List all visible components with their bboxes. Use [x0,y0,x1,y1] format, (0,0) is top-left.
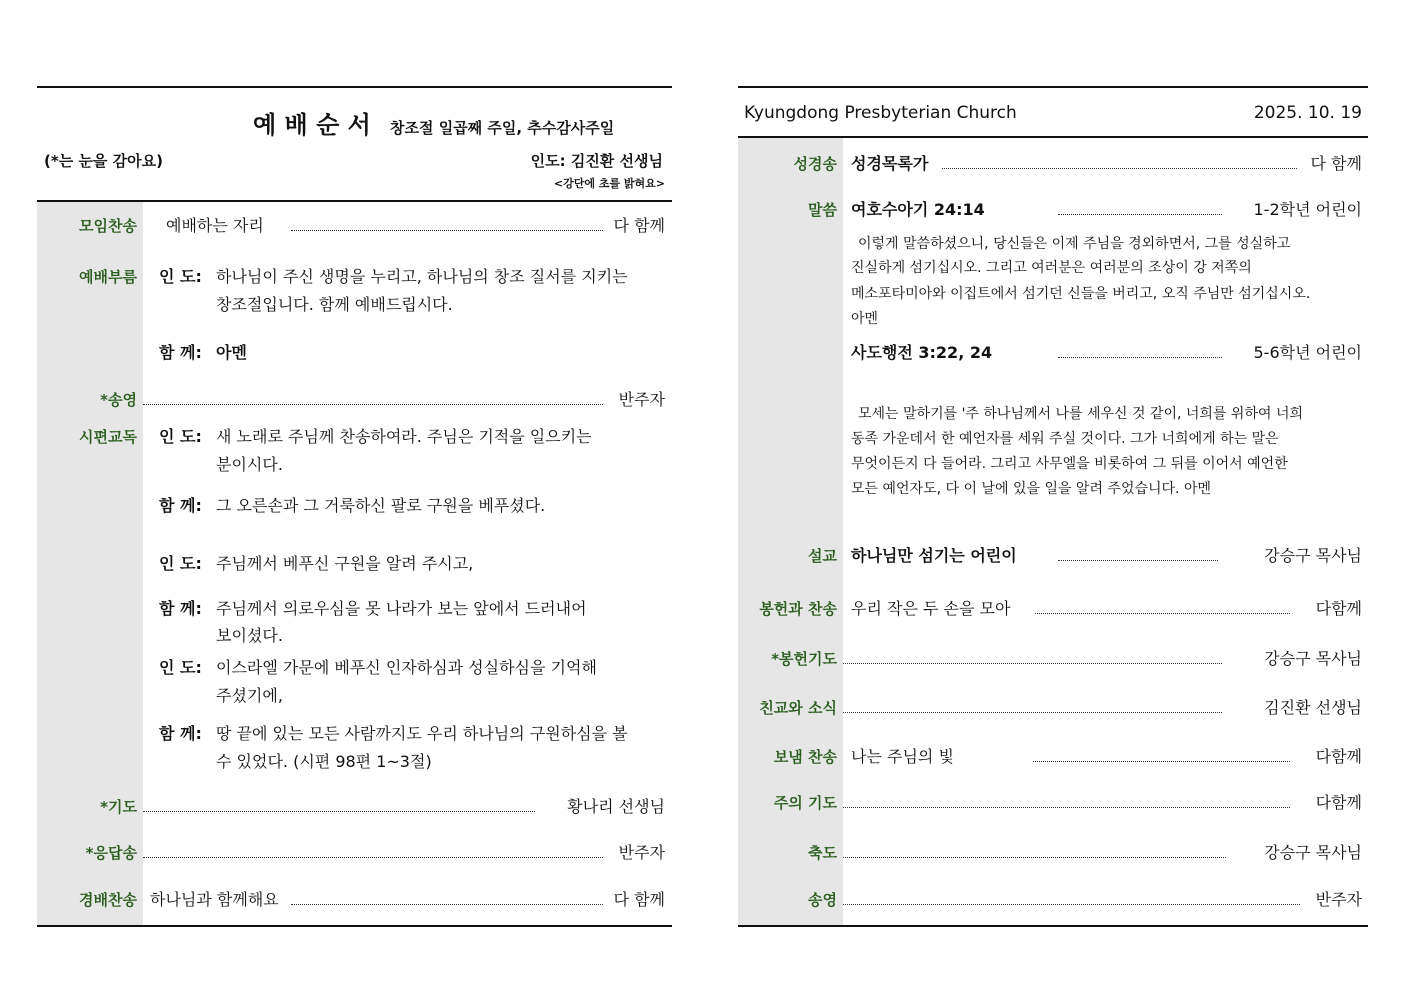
doxology-by: 반주자 [618,390,665,409]
dot-leader [143,857,603,858]
prayer-by: 황나리 선생님 [567,797,665,816]
responsive-role: 함 께: [159,724,202,743]
bulletin-date: 2025. 10. 19 [1253,103,1362,123]
psalter-label: 시편교독 [79,428,137,446]
responsive-text: 주님께서 베푸신 구원을 알려 주시고, [216,554,474,573]
dot-leader [143,811,535,812]
responsive-role: 인 도: [159,267,202,286]
offering-title: 우리 작은 두 손을 모아 [851,599,1011,618]
scripture-line: 모세는 말하기를 '주 하나님께서 나를 세우신 것 같이, 너희를 위하여 너희 [858,406,1303,422]
dot-leader [942,168,1297,169]
right-bottom-rule [738,925,1368,927]
offering-prayer-label: *봉헌기도 [771,650,837,668]
dot-leader [143,404,603,405]
responsive-role: 함 께: [159,599,202,618]
responsive-role: 인 도: [159,427,202,446]
scripture-line: 동족 가운데서 한 예언자를 세워 주실 것이다. 그가 너희에게 하는 말은 [851,431,1279,447]
responsive-role: 인 도: [159,554,202,573]
call-to-worship-label: 예배부름 [79,268,137,286]
sermon-title: 하나님만 섬기는 어린이 [851,546,1017,565]
reading-by: 1-2학년 어린이 [1253,200,1362,219]
lords-prayer-by: 다함께 [1315,793,1362,812]
response-label: *응답송 [85,844,137,862]
dot-leader [843,663,1222,664]
scripture-line: 모든 예언자도, 다 이 날에 있을 일을 알려 주었습니다. 아멘 [851,481,1212,497]
worship-order-title: 예 배 순 서 [253,111,371,139]
dot-leader [843,904,1300,905]
closing-doxology-by: 반주자 [1315,890,1362,909]
dot-leader [843,857,1226,858]
offering-by: 다함께 [1315,599,1362,618]
responsive-text: 아멘 [216,343,247,362]
worship-leader: 인도: 김진환 선생님 [530,152,663,170]
responsive-text: 땅 끝에 있는 모든 사람까지도 우리 하나님의 구원하심을 볼 [216,724,628,743]
bible-song-by: 다 함께 [1310,154,1362,173]
dot-leader [291,904,603,905]
responsive-text: 수 있었다. (시편 98편 1~3절) [216,752,432,771]
responsive-role: 함 께: [159,343,202,362]
fellowship-by: 김진환 선생님 [1264,698,1362,717]
reading-reference: 여호수아기 24:14 [851,200,985,219]
praise-label: 경배찬송 [79,891,137,909]
responsive-text: 주님께서 의로우심을 못 나라가 보는 앞에서 드러내어 [216,599,587,618]
dot-leader [1058,357,1222,358]
dot-leader [1058,560,1218,561]
responsive-text: 새 노래로 주님께 찬송하여라. 주님은 기적을 일으키는 [216,427,592,446]
dot-leader [843,807,1290,808]
dot-leader [1033,761,1290,762]
dot-leader [1058,214,1222,215]
offering-label: 봉헌과 찬송 [759,600,837,618]
benediction-label: 축도 [808,844,837,862]
responsive-text: 주셨기에, [216,686,283,705]
bible-song-label: 성경송 [793,155,837,173]
responsive-text: 그 오른손과 그 거룩하신 팔로 구원을 베푸셨다. [216,496,546,515]
sending-hymn-by: 다함께 [1315,747,1362,766]
closing-doxology-label: 송영 [808,891,837,909]
left-bottom-rule [37,925,672,927]
word-label: 말씀 [808,201,837,219]
dot-leader [843,712,1222,713]
gathering-hymn-label: 모임찬송 [79,217,137,235]
gathering-hymn-title: 예배하는 자리 [166,216,264,235]
scripture-line: 무엇이든지 다 들어라. 그리고 사무엘을 비롯하여 그 뒤를 이어서 예언한 [851,456,1288,472]
response-by: 반주자 [618,843,665,862]
sending-hymn-title: 나는 주님의 빛 [851,747,954,766]
praise-by: 다 함께 [613,890,665,909]
sermon-by: 강승구 목사님 [1264,546,1362,565]
responsive-text: 창조절입니다. 함께 예배드립시다. [216,295,453,314]
responsive-text: 이스라엘 가문에 베푸신 인자하심과 성실하심을 기억해 [216,658,597,677]
scripture-line: 이렇게 말씀하셨으니, 당신들은 이제 주님을 경외하면서, 그를 성실하고 [858,236,1291,252]
responsive-text: 하나님이 주신 생명을 누리고, 하나님의 창조 질서를 지키는 [216,267,628,286]
scripture-line: 아멘 [851,311,879,327]
reading-reference: 사도행전 3:22, 24 [851,343,993,362]
church-name: Kyungdong Presbyterian Church [744,103,1017,123]
responsive-role: 인 도: [159,658,202,677]
praise-title: 하나님과 함께해요 [150,890,279,909]
scripture-line: 메소포타미아와 이집트에서 섬기던 신들을 버리고, 오직 주님만 섬기십시오. [851,286,1311,302]
doxology-label: *송영 [100,391,137,409]
sermon-label: 설교 [808,547,837,565]
offering-prayer-by: 강승구 목사님 [1264,649,1362,668]
benediction-by: 강승구 목사님 [1264,843,1362,862]
prayer-label: *기도 [100,798,137,816]
worship-subtitle: 창조절 일곱째 주일, 추수감사주일 [390,119,615,137]
scripture-line: 진실하게 섬기십시오. 그리고 여러분은 여러분의 조상이 강 저쪽의 [851,260,1252,276]
dot-leader [1035,613,1290,614]
right-top-rule [738,86,1368,88]
fellowship-label: 친교와 소식 [759,699,837,717]
reading-by: 5-6학년 어린이 [1253,343,1362,362]
eyes-closed-note: (*는 눈을 감아요) [44,152,163,170]
lords-prayer-label: 주의 기도 [773,794,837,812]
responsive-text: 분이시다. [216,455,283,474]
left-top-rule [37,86,672,88]
responsive-role: 함 께: [159,496,202,515]
dot-leader [291,230,603,231]
responsive-text: 보이셨다. [216,626,283,645]
sending-hymn-label: 보냄 찬송 [773,748,837,766]
candle-note: <강단에 초를 밝혀요> [553,177,665,190]
gathering-hymn-by: 다 함께 [613,216,665,235]
bible-song-title: 성경목록가 [851,154,929,173]
